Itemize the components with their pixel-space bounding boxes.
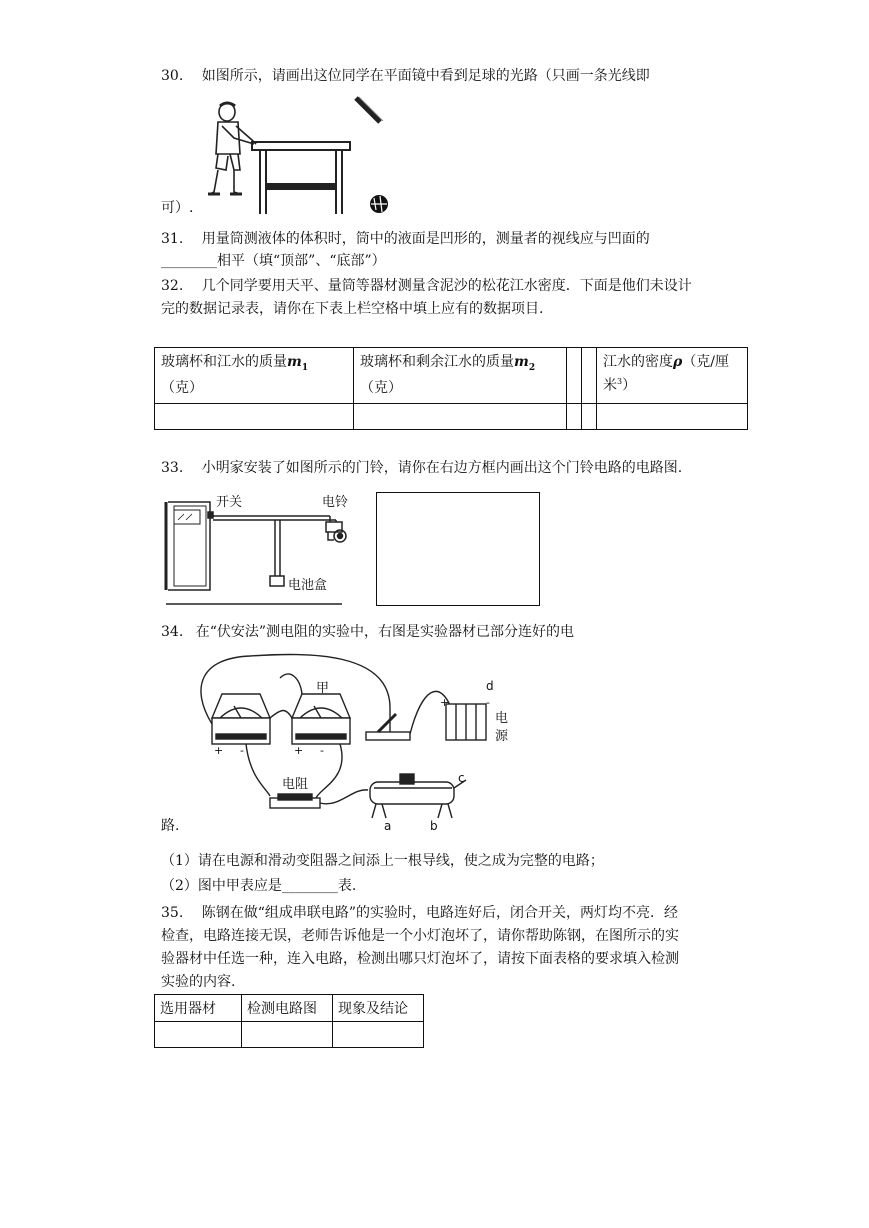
q33-line1: [161, 458, 682, 478]
meter-jia-plus: +: [294, 744, 304, 757]
q32-cell[interactable]: [597, 404, 748, 430]
q31-line1: [161, 229, 650, 249]
q32-h1-text: 玻璃杯和江水的质量: [161, 354, 287, 370]
table-drawing: [252, 142, 350, 214]
football-drawing: [370, 195, 388, 213]
q35-cell[interactable]: [242, 1022, 333, 1048]
q35-col-circuit: 检测电路图: [242, 995, 333, 1022]
q35-col-conclusion: 现象及结论: [333, 995, 424, 1022]
terminal-b-label: b: [430, 819, 438, 833]
meter-left: [212, 694, 270, 744]
q35-col-equipment: 选用器材: [155, 995, 242, 1022]
q35-number: 35.: [161, 905, 184, 921]
student-figure: [208, 103, 256, 194]
q33-answer-box[interactable]: [376, 492, 540, 606]
q32-h1-sub: 1: [301, 362, 309, 373]
jia-label: 甲: [316, 681, 330, 696]
q31-text1: 用量筒测液体的体积时，筒中的液面是凹形的，测量者的视线应与凹面的: [201, 231, 650, 247]
power-label-2: 源: [495, 729, 509, 744]
terminal-c-label: c: [458, 771, 465, 785]
q32-line2: 完的数据记录表，请你在下表上栏空格中填上应有的数据项目.: [161, 301, 544, 317]
battery-label: 电池盒: [288, 578, 328, 593]
q32-header-row: [155, 348, 748, 404]
q30-number: 30.: [161, 68, 184, 84]
q32-h2-unit: （克）: [360, 379, 402, 396]
q32-cell[interactable]: [582, 404, 597, 430]
knife-switch: [366, 714, 410, 740]
q35-cell[interactable]: [333, 1022, 424, 1048]
q33-number: 33.: [161, 460, 184, 476]
resistor-label: 电阻: [282, 777, 309, 792]
q32-h5-unit1: （克/厘: [682, 354, 730, 370]
q32-h5-unit3: ）: [622, 377, 637, 394]
battery-minus: -: [486, 696, 490, 709]
bell-drawing: [326, 522, 346, 542]
meter-jia: [292, 694, 350, 744]
q32-header-blank-1[interactable]: [567, 348, 582, 404]
resistor-drawing: [270, 794, 320, 808]
q32-text1: 几个同学要用天平、量筒等器材测量含泥沙的松花江水密度．下面是他们未设计: [201, 278, 692, 294]
q34-text: 在“伏安法”测电阻的实验中，右图是实验器材已部分连好的电: [195, 624, 575, 640]
q35-text1: 陈钢在做“组成串联电路”的实验时，电路连好后，闭合开关，两灯均不亮．经: [201, 905, 679, 921]
q32-h5-sup: 3: [617, 377, 623, 386]
q34-number: 34.: [161, 624, 184, 640]
q35-line4: 实验的内容.: [161, 974, 236, 990]
q34-sub2: （2）图中甲表应是________表.: [161, 878, 357, 894]
q32-header-density: [597, 348, 748, 404]
q35-line3: 验器材中任选一种，连入电路，检测出哪只灯泡坏了，请按下面表格的要求填入检测: [161, 951, 679, 967]
q32-h2-sym: m: [514, 354, 529, 370]
meter-left-minus: -: [240, 744, 244, 757]
q32-header-m1: [155, 348, 354, 404]
q35-cell[interactable]: [155, 1022, 242, 1048]
q34-text-end: 路.: [161, 818, 180, 834]
q35-header-row: [155, 995, 424, 1022]
q32-h1-unit: （克）: [161, 379, 203, 396]
meter-left-plus: +: [214, 744, 224, 757]
q32-cell[interactable]: [567, 404, 582, 430]
q32-h1-sym: m: [287, 354, 302, 370]
q32-h2-text: 玻璃杯和剩余江水的质量: [360, 354, 514, 370]
q32-h5-unit2: 米: [603, 377, 617, 394]
rheostat-drawing: [370, 774, 466, 818]
battery-box-drawing: [270, 576, 284, 586]
terminal-a-label: a: [384, 819, 392, 833]
q30-figure: [200, 92, 400, 222]
power-source: [446, 704, 486, 740]
power-label-1: 电: [495, 711, 509, 726]
q30-text: 如图所示，请画出这位同学在平面镜中看到足球的光路（只画一条光线即: [201, 68, 650, 84]
q35-blank-row: [155, 1022, 424, 1048]
q33-doorbell-figure: [160, 492, 350, 610]
q32-data-table: [154, 347, 748, 430]
bell-label: 电铃: [322, 495, 349, 510]
switch-label: 开关: [216, 495, 243, 510]
q30-line1: [161, 66, 650, 86]
q32-h5-sym: ρ: [673, 354, 683, 370]
q32-h2-sub: 2: [528, 362, 536, 373]
q32-cell[interactable]: [155, 404, 354, 430]
q32-blank-row: [155, 404, 748, 430]
q32-header-blank-2[interactable]: [582, 348, 597, 404]
switch-drawing: [208, 512, 213, 518]
q32-cell[interactable]: [354, 404, 567, 430]
q35-line1: [161, 903, 678, 923]
meter-jia-minus: -: [320, 744, 324, 757]
plane-mirror: [356, 97, 383, 122]
q35-data-table: [154, 994, 424, 1048]
q31-number: 31.: [161, 231, 184, 247]
q32-h5-text: 江水的密度: [603, 354, 673, 370]
battery-plus: +: [440, 696, 450, 709]
terminal-d-label: d: [486, 679, 494, 693]
q32-line1: [161, 276, 692, 296]
q30-text-end: 可）.: [161, 200, 194, 216]
q33-text: 小明家安装了如图所示的门铃，请你在右边方框内画出这个门铃电路的电路图.: [201, 460, 683, 476]
q34-sub1: （1）请在电源和滑动变阻器之间添上一根导线，使之成为完整的电路；: [161, 853, 604, 869]
q34-circuit-figure: [190, 648, 530, 838]
q35-line2: 检查，电路连接无误，老师告诉他是一个小灯泡坏了，请你帮助陈钢，在图所示的实: [161, 928, 679, 944]
q32-number: 32.: [161, 278, 184, 294]
q32-header-m2: [354, 348, 567, 404]
q31-line2: ________相平（填“顶部”、“底部”）: [161, 253, 386, 269]
q34-line1: [161, 622, 574, 642]
